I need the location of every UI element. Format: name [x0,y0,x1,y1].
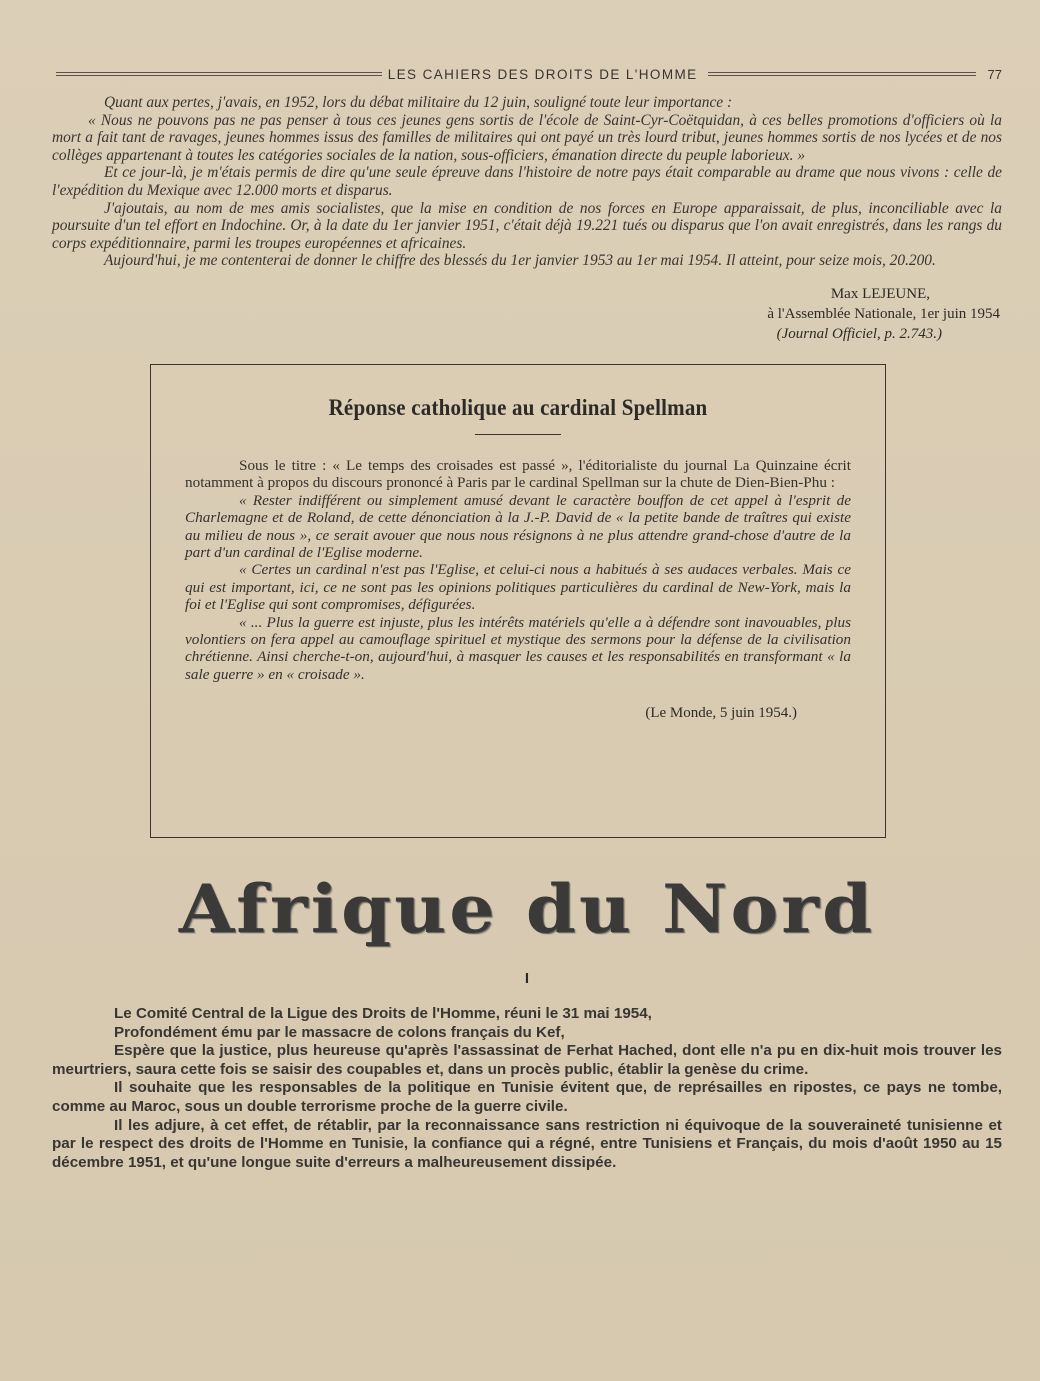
resolution-paragraph: Il souhaite que les responsables de la politique en Tunisie évitent que, de représailles en ripostes, ce pays ne tombe, comme au Maroc, sous un double terrorisme proche de la guerre civile. [52,1079,1002,1115]
resolution-text [52,1005,1002,1172]
box-source: (Le Monde, 5 juin 1954.) [645,705,797,722]
section-number: I [524,969,530,987]
box-paragraph: « Rester indifférent ou simplement amusé devant le caractère bouffon de cet appel à l'esprit de Charlemagne et de Roland, de cette dénonciation à la J.-P. David de « la petite bande de traîtres qui existe au milieu de nous », ce serait avouer que nous nous résignons à ne plus attendre grand-chose d'autre de la part d'un cardinal de l'Eglise moderne. [185,491,851,561]
intro-paragraph: Quant aux pertes, j'avais, en 1952, lors du débat militaire du 12 juin, souligné toute leur importance : [104,94,733,111]
intro-paragraph: J'ajoutais, au nom de mes amis socialistes, que la mise en condition de nos forces en Europe apparaissait, de plus, inconciliable avec la poursuite d'un tel effort en Indochine. Or, à la date du 1er janvier 1951, c'était déjà 19.221 tués ou disparus que l'on avait enregistrés, dans les rangs du corps expéditionnaire, parmi les troupes européennes et africaines. [52,199,1002,252]
running-title: LES CAHIERS DES DROITS DE L'HOMME [387,66,698,82]
page-number: 77 [987,66,1002,82]
boxed-article [150,364,886,838]
intro-paragraph: Et ce jour-là, je m'étais permis de dire qu'une seule épreuve dans l'histoire de notre pays était comparable au drame que nous vivons : celle de l'expédition du Mexique avec 12.000 morts et disparus. [52,164,1002,199]
section-title: Afrique du Nord [178,869,876,948]
signature-place: à l'Assemblée Nationale, 1er juin 1954 [767,305,1000,322]
running-header [56,62,1002,86]
intro-paragraph: Aujourd'hui, je me contenterai de donner le chiffre des blessés du 1er janvier 1953 au 1er mai 1954. Il atteint, pour seize mois, 20.200. [104,252,936,270]
box-title-rule [475,434,561,435]
box-title: Réponse catholique au cardinal Spellman [328,393,708,421]
box-paragraph: « Certes un cardinal n'est pas l'Eglise, et celui-ci nous a habitués à ses audaces verbales. Mais ce qui est important, ici, ce ne sont pas les opinions politiques particulières du cardinal de New-York, mais la foi et l'Eglise qui sont compromises, défigurées. [185,561,851,614]
resolution-paragraph: Profondément ému par le massacre de colons français du Kef, [114,1023,565,1041]
signature-block [52,284,1002,344]
signature-name: Max LEJEUNE, [830,285,930,302]
resolution-paragraph: Le Comité Central de la Ligue des Droits de l'Homme, réuni le 31 mai 1954, [114,1004,652,1022]
signature-source: (Journal Officiel, p. 2.743.) [776,325,942,342]
intro-paragraph: « Nous ne pouvons pas ne pas penser à tous ces jeunes gens sortis de l'école de Saint-Cyr-Coëtquidan, à ces belles promotions d'officiers où la mort a fait tant de ravages, jeunes hommes issus des familles de militaires qui ont payé un très lourd tribut, jeunes hommes sortis de nos lycées et de nos collèges appartenant à toutes les catégories sociales de la nation, sous-officiers, émanation directe du peuple laborieux. » [52,111,1002,164]
header-rule-left [56,72,382,76]
intro-text [52,94,1002,270]
resolution-paragraph: Il les adjure, à cet effet, de rétablir, par la reconnaissance sans restriction ni équivoque de la souveraineté tunisienne et par le respect des droits de l'Homme en Tunisie, la confiance qui a régné, entre Tunisiens et Français, du mois d'août 1950 au 15 décembre 1951, et qu'une longue suite d'erreurs a malheureusement dissipée. [52,1116,1002,1171]
box-body [185,457,851,683]
box-paragraph: Sous le titre : « Le temps des croisades est passé », l'éditorialiste du journal La Quinzaine écrit notamment à propos du discours prononcé à Paris par le cardinal Spellman sur la chute de Dien-Bien-Phu : [185,456,851,492]
resolution-paragraph: Espère que la justice, plus heureuse qu'après l'assassinat de Ferhat Hached, dont elle n'a pu en dix-huit mois trouver les meurtriers, saura cette fois se saisir des coupables et, dans un procès public, établir la genèse du crime. [52,1042,1002,1078]
box-paragraph: « ... Plus la guerre est injuste, plus les intérêts matériels qu'elle a à défendre sont inavouables, plus volontiers on fera appel au camouflage spirituel et mystique des sermons pour la défense de la civilisation chrétienne. Ainsi cherche-t-on, aujourd'hui, à masquer les causes et les responsabilités en transformant « la sale guerre » en « croisade ». [185,613,851,683]
header-rule-right [708,72,976,76]
